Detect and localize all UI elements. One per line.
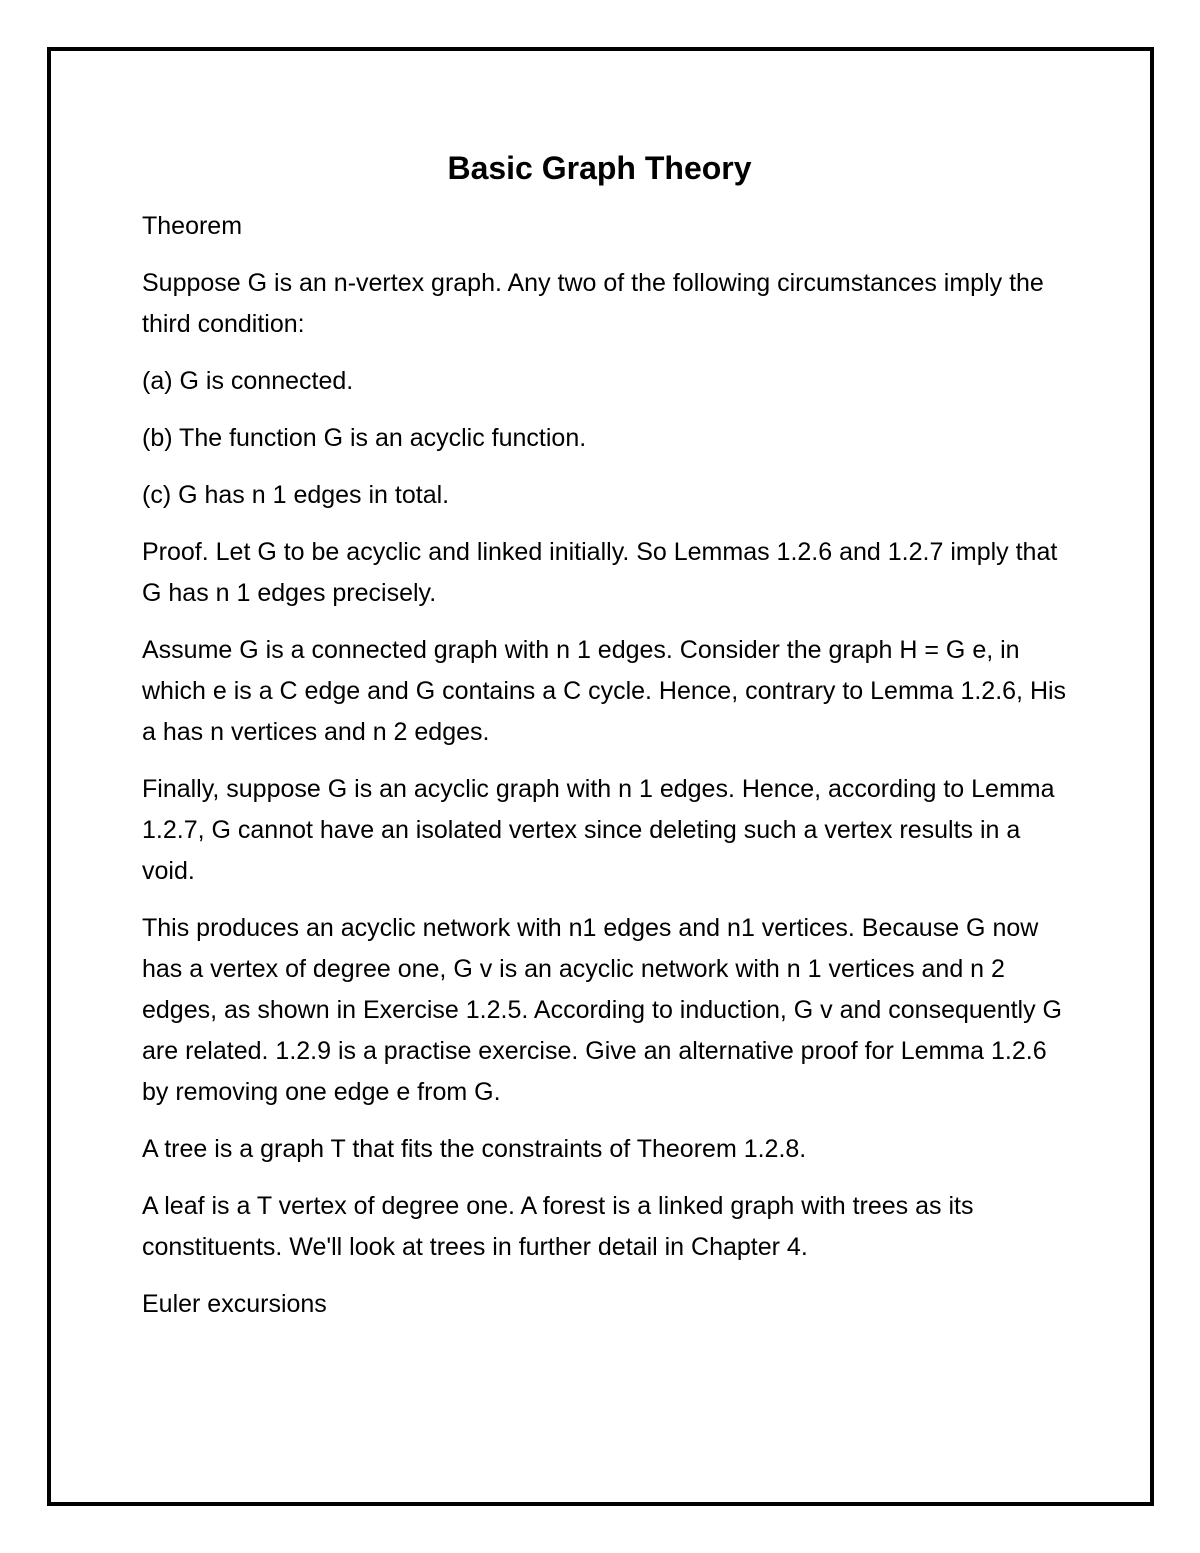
proof-paragraph-2: Assume G is a connected graph with n 1 edges. Consider the graph H = G e, in which e is a C edge and G contains a C cycle. Hence, contrary to Lemma 1.2.6, His a has n vertices and n 2 edges.	[142, 636, 1067, 746]
heading-euler-excursions: Euler excursions	[142, 1290, 327, 1318]
leaf-forest-definition: A leaf is a T vertex of degree one. A forest is a linked graph with trees as its constituents. We'll look at trees in further detail in Chapter 4.	[142, 1192, 974, 1261]
condition-c: (c) G has n 1 edges in total.	[142, 481, 450, 509]
condition-a: (a) G is connected.	[142, 367, 354, 395]
document-title: Basic Graph Theory	[447, 150, 752, 186]
proof-paragraph-3: Finally, suppose G is an acyclic graph with n 1 edges. Hence, according to Lemma 1.2.7, G cannot have an isolated vertex since deleting such a vertex results in a void.	[142, 775, 1055, 885]
proof-paragraph-1: Proof. Let G to be acyclic and linked initially. So Lemmas 1.2.6 and 1.2.7 imply that G has n 1 edges precisely.	[142, 538, 1058, 607]
tree-definition: A tree is a graph T that fits the constraints of Theorem 1.2.8.	[142, 1135, 807, 1163]
condition-b: (b) The function G is an acyclic function.	[142, 424, 587, 452]
proof-paragraph-4: This produces an acyclic network with n1 edges and n1 vertices. Because G now has a vertex of degree one, G v is an acyclic network with n 1 vertices and n 2 edges, as shown in Exercise 1.2.5. According to induction, G v and consequently G are related. 1.2.9 is a practise exercise. Give an alternative proof for Lemma 1.2.6 by removing one edge e from G.	[142, 914, 1062, 1106]
theorem-statement: Suppose G is an n-vertex graph. Any two of the following circumstances imply the third condition:	[142, 269, 1044, 338]
heading-theorem: Theorem	[142, 212, 243, 240]
document-body	[142, 148, 1072, 1341]
